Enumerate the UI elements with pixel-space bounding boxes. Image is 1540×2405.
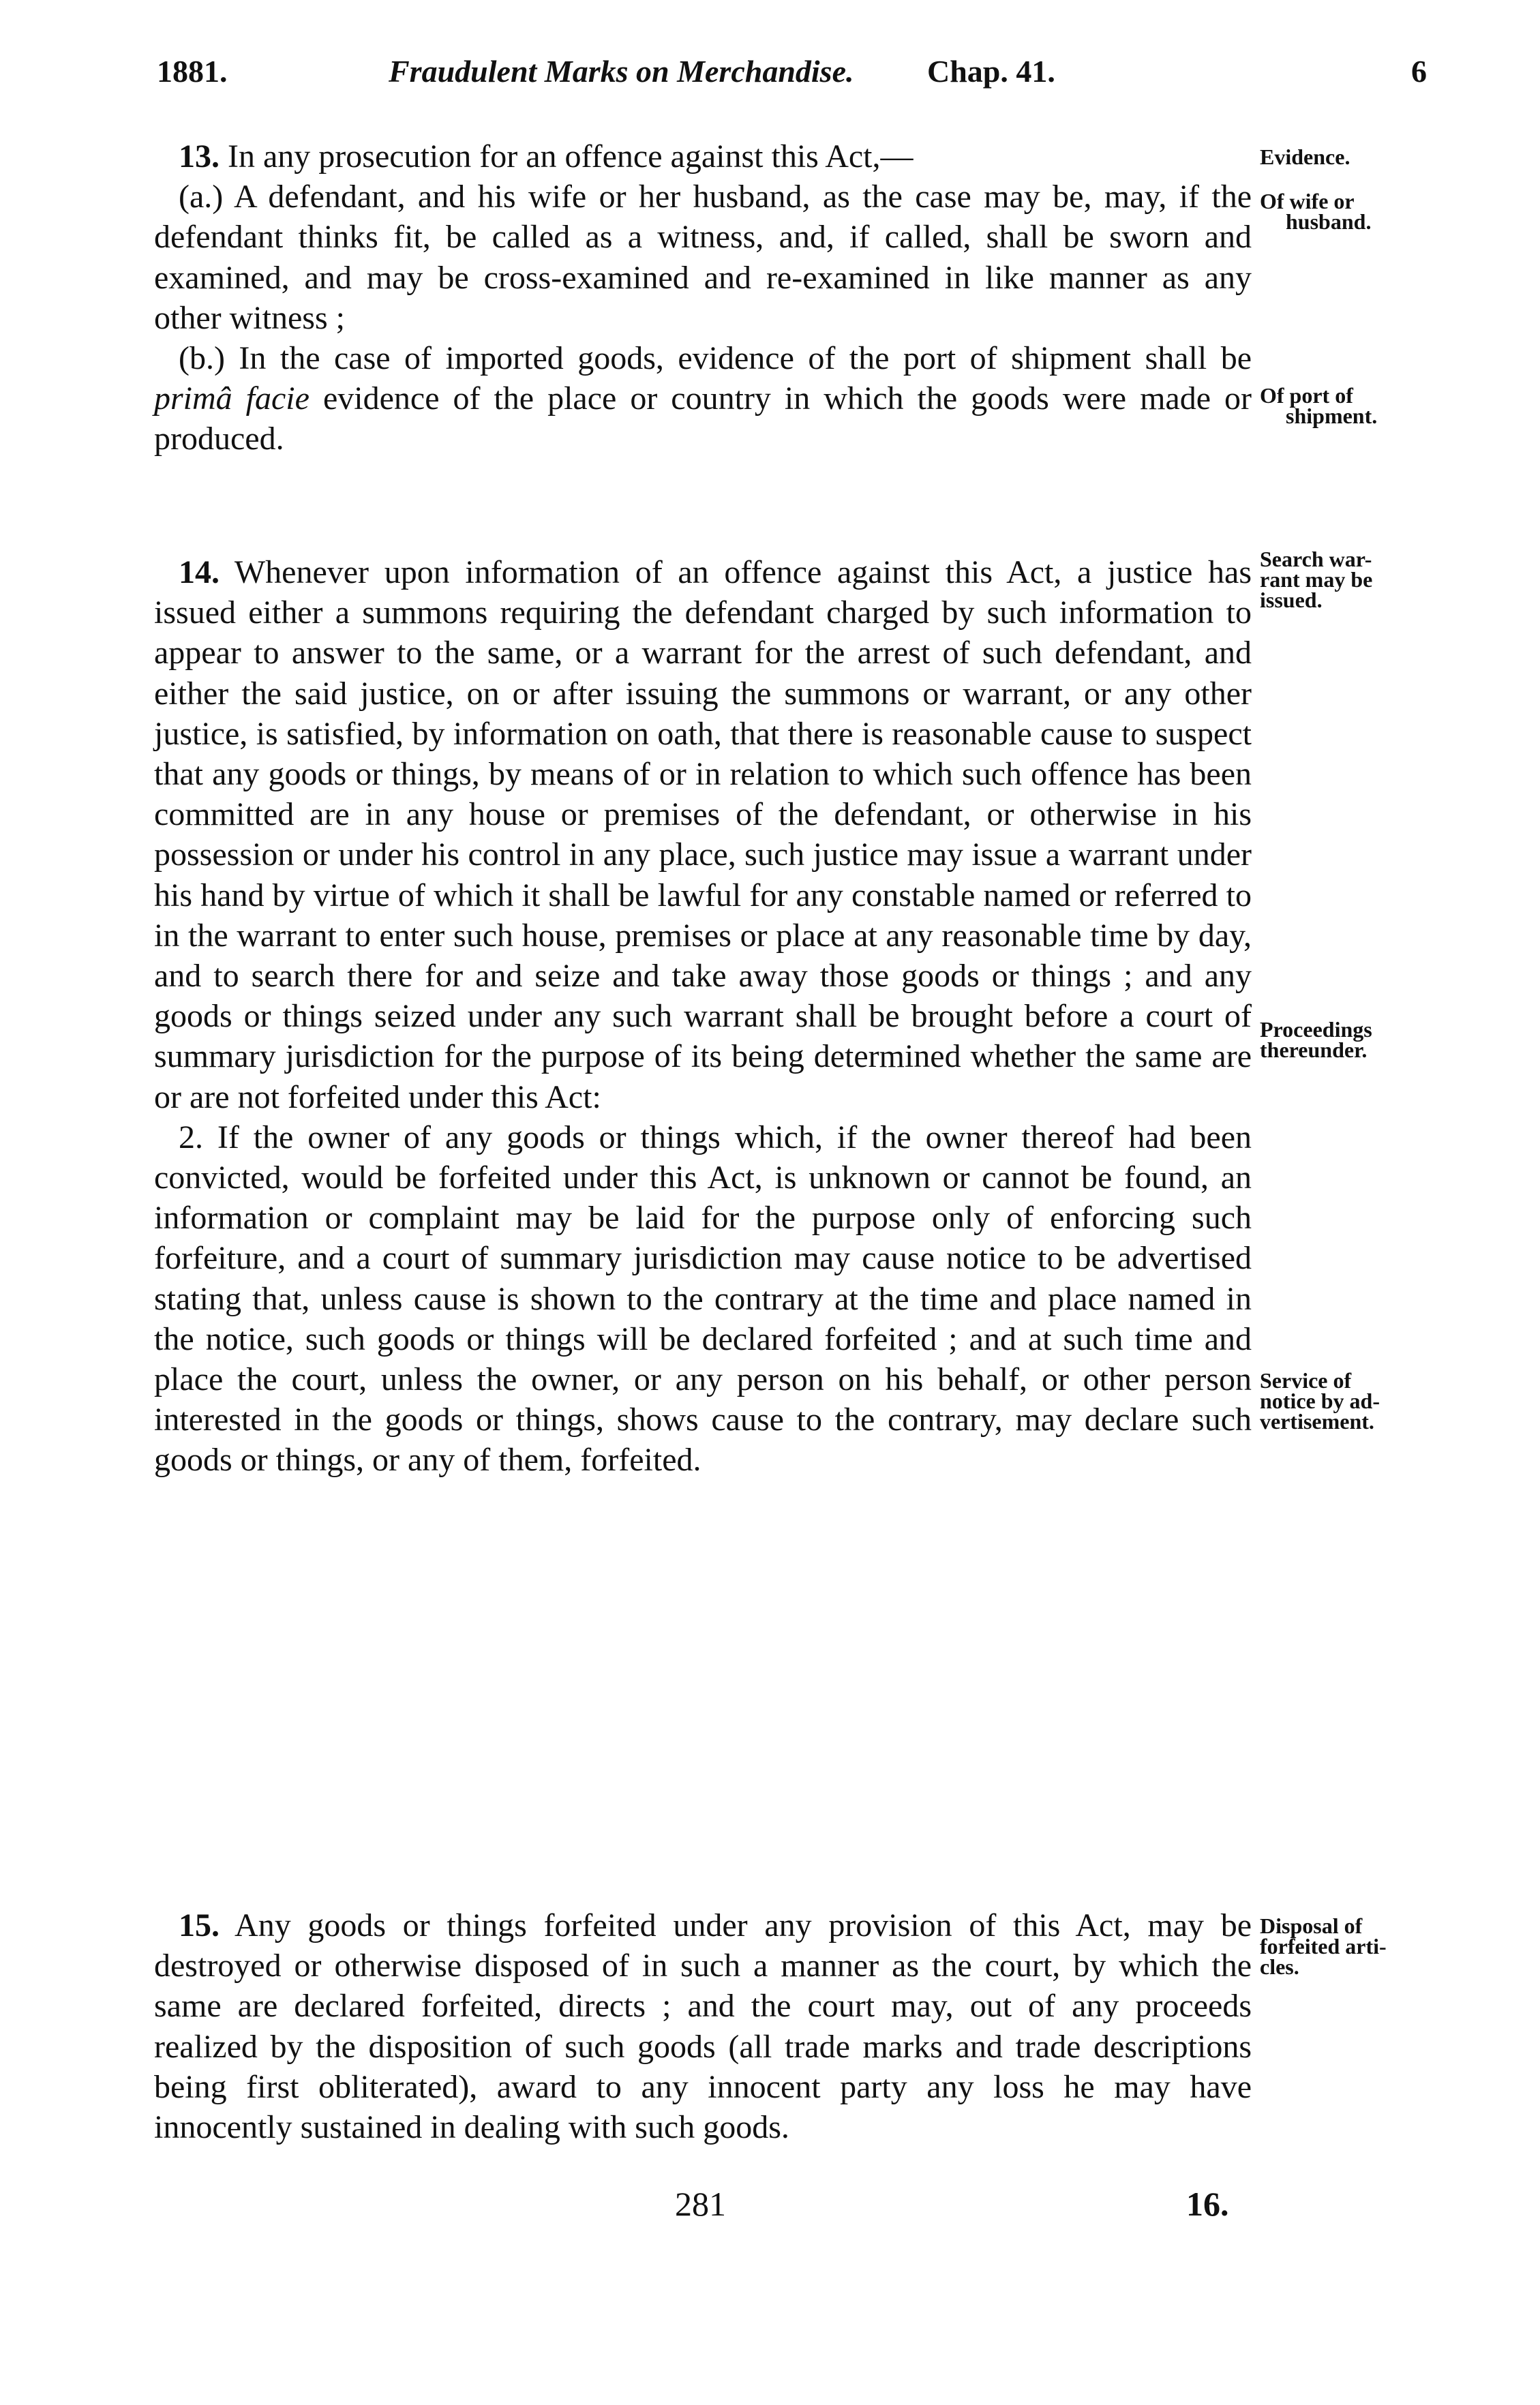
margin-note-disposal (1260, 1916, 1430, 1977)
margin-note-service (1260, 1370, 1430, 1432)
page-number: 281 (675, 2185, 726, 2223)
section-13-clause-b (154, 338, 1252, 459)
header-title: Fraudulent Marks on Merchandise. (389, 54, 854, 89)
margin-note-line: Of wife or (1260, 189, 1355, 213)
margin-note-search (1260, 549, 1430, 610)
section-15 (154, 1905, 1252, 2147)
margin-note-line: Evidence. (1260, 145, 1350, 169)
section-13-intro (154, 136, 1252, 177)
margin-note-line: cles. (1260, 1954, 1299, 1979)
margin-note-line: vertisement. (1260, 1409, 1374, 1434)
margin-note-line: Service of (1260, 1368, 1352, 1393)
margin-note-line: rant may be (1260, 567, 1373, 592)
margin-note-line: issued. (1260, 588, 1323, 612)
section-14 (154, 552, 1252, 1481)
section-14-para-1-text: Whenever upon information of an offence against this Act, a justice has issued either a summons requiring the defendant charged by such information to appear to answer to the same, or a warrant for the arrest of such defendant, and either the said justice, on or after issuing the summons or warrant, or any other justice, is satisfied, by information on oath, that there is reasonable cause to suspect that any goods or things, by means of or in relation to which such offence has been committed are in any house or premises of the defendant, or otherwise in his possession or under his control in any place, such justice may issue a warrant under his hand by virtue of which it shall be lawful for any constable named or referred to in the warrant to enter such house, premises or place at any reasonable time by day, and to search there for and seize and take away those goods or things ; and any goods or things seized under any such warrant shall be brought before a court of summary jurisdiction for the purpose of its being determined whether the same are or are not forfeited under this Act: (154, 554, 1252, 1115)
section-13-clause-a: (a.) A defendant, and his wife or her husband, as the case may be, may, if the defendant thinks fit, be called as a witness, and, if called, shall be sworn and examined, and may be cross-examined and re-examined in like manner as any other witness ; (154, 179, 1252, 336)
margin-note-line: Proceedings (1260, 1017, 1372, 1042)
running-header (157, 53, 1427, 108)
margin-note-port (1260, 385, 1430, 426)
margin-note-line: Of port of (1260, 383, 1353, 408)
section-13 (154, 136, 1252, 459)
margin-note-line: shipment. (1286, 404, 1378, 428)
header-chapter: Chap. 41. (927, 54, 1055, 89)
section-number: 14. (179, 554, 220, 590)
margin-note-line: notice by ad- (1260, 1389, 1380, 1413)
margin-note-wife (1260, 191, 1430, 232)
margin-note-line: husband. (1286, 209, 1372, 234)
margin-note-line: Disposal of (1260, 1914, 1363, 1938)
section-15-para-1-text: Any goods or things forfeited under any provision of this Act, may be destroyed or otherwise disposed of in such a manner as the court, by which the same are declared forfeited, directs ; and the court may, out of any proceeds realized by the disposition of such goods (all trade marks and trade descriptions being first obliterated), award to any innocent party any loss he may have innocently sustained in dealing with such goods. (154, 1907, 1252, 2146)
section-number: 13. (179, 138, 220, 175)
page-footer (0, 2184, 1540, 2232)
margin-note-proceedings (1260, 1019, 1430, 1060)
margin-note-line: Search war- (1260, 547, 1372, 571)
margin-note-evidence (1260, 147, 1430, 167)
header-year: 1881. (157, 54, 228, 89)
section-15-para-1 (154, 1905, 1252, 2147)
catchword: 16. (1186, 2185, 1229, 2223)
margin-note-line: forfeited arti- (1260, 1934, 1387, 1958)
clause-b-italic: primâ facie (154, 380, 309, 417)
section-14-para-1 (154, 552, 1252, 1117)
margin-note-line: thereunder. (1260, 1038, 1368, 1062)
section-13-intro-text: In any prosecution for an offence against this Act,— (228, 138, 914, 175)
clause-b-text: (b.) In the case of imported goods, evidence of the port of shipment shall be (179, 340, 1252, 377)
header-page-mark: 6 (1411, 54, 1427, 89)
clause-b-text-cont: evidence of the place or country in which the goods were made or produced. (154, 380, 1252, 457)
section-14-para-2: 2. If the owner of any goods or things which, if the owner thereof had been convicted, would be forfeited under this Act, is unknown or cannot be found, an information or complaint may be laid for the purpose only of enforcing such forfeiture, and a court of summary jurisdiction may cause notice to be advertised stating that, unless cause is shown to the contrary at the time and place named in the notice, such goods or things will be declared forfeited ; and at such time and place the court, unless the owner, or any person on his behalf, or other person interested in the goods or things, shows cause to the contrary, may declare such goods or things, or any of them, forfeited. (154, 1119, 1252, 1479)
section-number: 15. (179, 1907, 220, 1943)
